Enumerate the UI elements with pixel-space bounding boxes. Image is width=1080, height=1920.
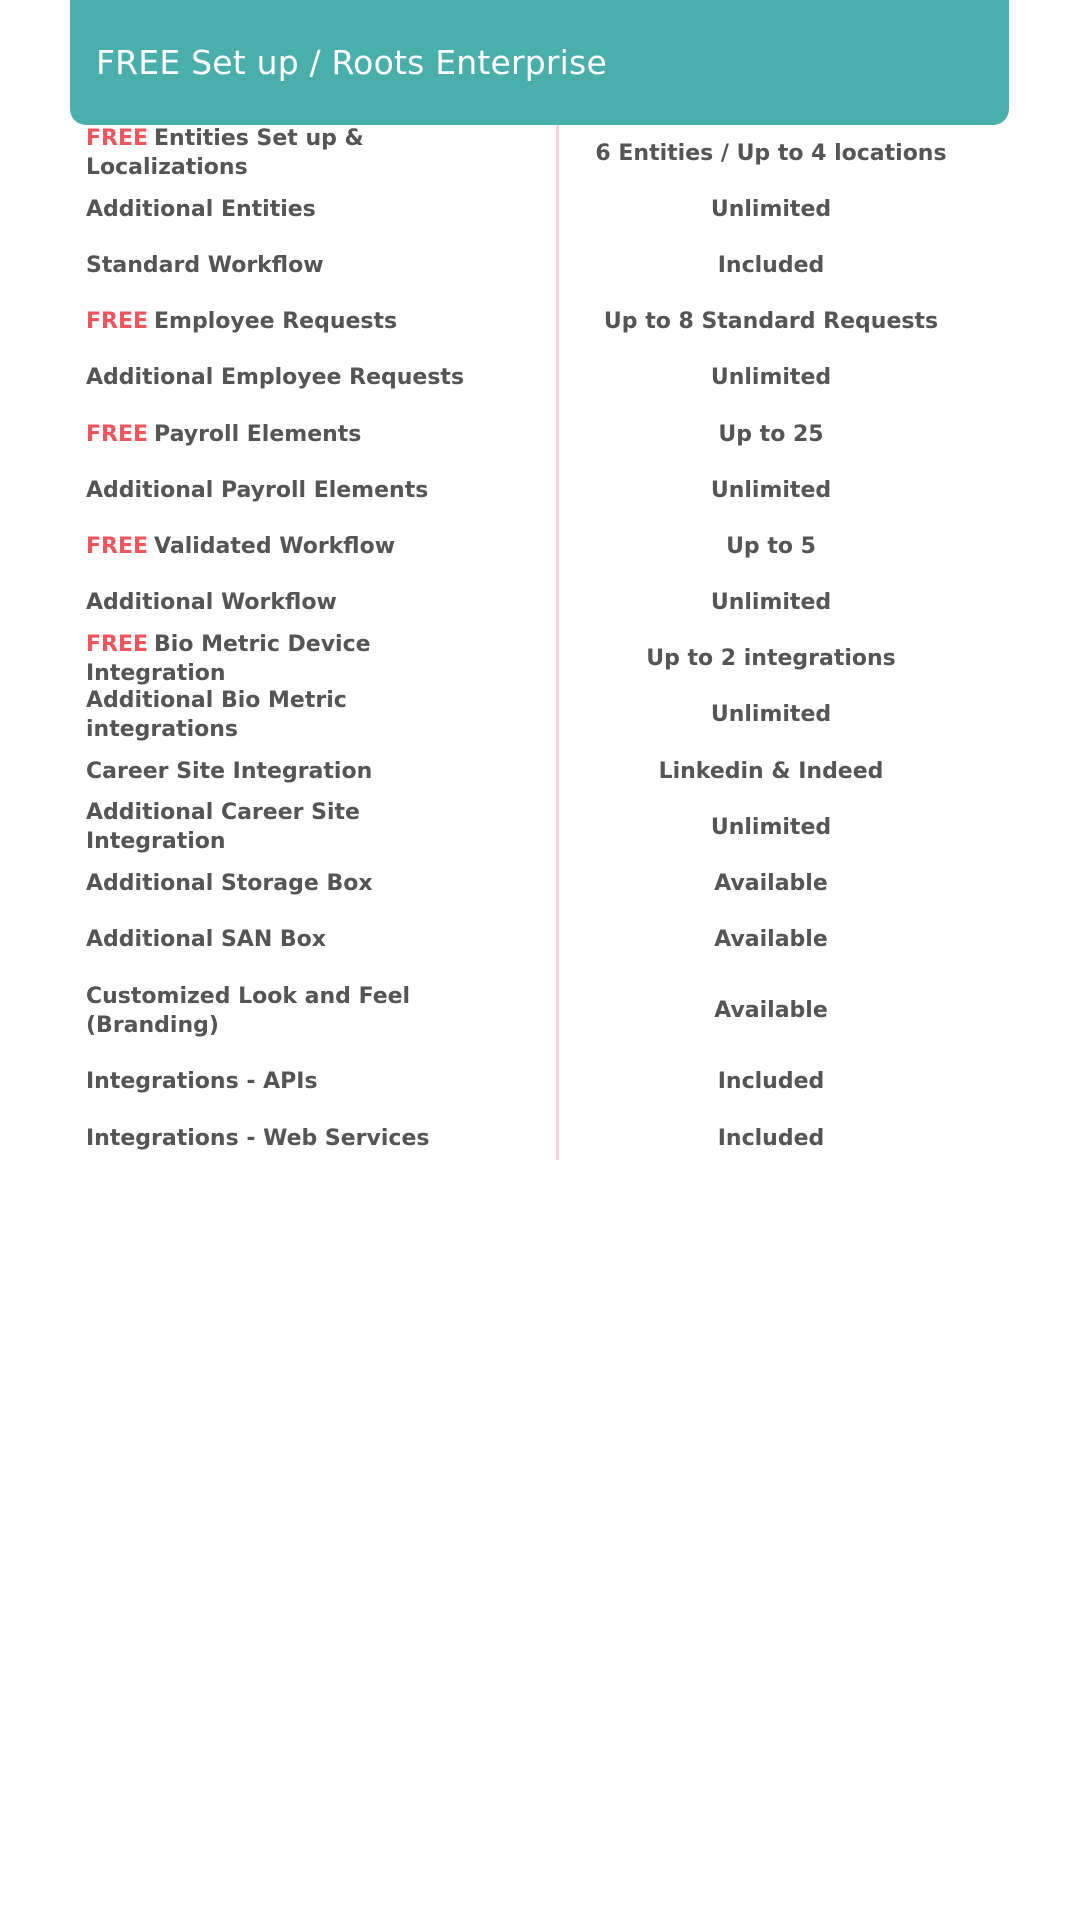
free-badge: FREE <box>86 631 149 657</box>
free-badge: FREE <box>86 421 149 447</box>
feature-name <box>70 476 492 505</box>
feature-value: Up to 2 integrations <box>646 646 896 672</box>
feature-name <box>70 588 492 617</box>
table-row <box>70 237 1009 293</box>
feature-label: Payroll Elements <box>154 421 362 447</box>
feature-value: Available <box>714 998 828 1024</box>
feature-value: Up to 25 <box>718 421 824 447</box>
feature-name <box>70 532 492 561</box>
feature-label: Additional Payroll Elements <box>86 477 429 503</box>
feature-name <box>70 925 492 954</box>
feature-label: Additional Storage Box <box>86 871 373 897</box>
table-row <box>70 1054 1009 1110</box>
header-banner <box>70 0 1009 125</box>
table-row <box>70 912 1009 968</box>
table-row <box>70 462 1009 518</box>
table-rows <box>70 125 1009 1166</box>
feature-name <box>70 869 492 898</box>
feature-label: Additional Career Site Integration <box>86 800 360 855</box>
feature-value: Included <box>717 1069 825 1095</box>
feature-label: Integrations - APIs <box>86 1069 318 1095</box>
feature-label: Bio Metric Device Integration <box>86 631 371 686</box>
feature-name <box>70 630 492 688</box>
table-row <box>70 743 1009 799</box>
table-row <box>70 125 1009 181</box>
free-badge: FREE <box>86 533 149 559</box>
table-row <box>70 350 1009 406</box>
feature-label: Additional Bio Metric integrations <box>86 687 347 742</box>
table-row <box>70 799 1009 855</box>
feature-value: Unlimited <box>710 590 832 616</box>
feature-value: Unlimited <box>710 702 832 728</box>
table-row <box>70 968 1009 1054</box>
page-title: FREE Set up / Roots Enterprise <box>96 43 607 82</box>
feature-value: Unlimited <box>710 196 832 222</box>
free-badge: FREE <box>86 309 149 335</box>
feature-value: Unlimited <box>710 814 832 840</box>
feature-name <box>70 251 492 280</box>
feature-name <box>70 363 492 392</box>
feature-value: Linkedin & Indeed <box>658 758 884 784</box>
feature-value: Unlimited <box>710 477 832 503</box>
feature-value: Available <box>714 927 828 953</box>
feature-label: Additional Entities <box>86 196 316 222</box>
feature-name <box>70 124 492 182</box>
feature-value: Unlimited <box>710 365 832 391</box>
feature-name <box>70 757 492 786</box>
table-row <box>70 518 1009 574</box>
feature-label: Validated Workflow <box>154 533 396 559</box>
table-row <box>70 181 1009 237</box>
feature-value: Up to 8 Standard Requests <box>603 309 939 335</box>
feature-name <box>70 798 492 856</box>
feature-name <box>70 307 492 336</box>
feature-label: Standard Workflow <box>86 252 324 278</box>
feature-name <box>70 195 492 224</box>
table-row <box>70 575 1009 631</box>
table-row <box>70 294 1009 350</box>
feature-value: Available <box>714 871 828 897</box>
feature-name <box>70 686 492 744</box>
table-row <box>70 631 1009 687</box>
feature-value: Up to 5 <box>726 533 816 559</box>
feature-label: Additional Employee Requests <box>86 365 465 391</box>
feature-label: Entities Set up & Localizations <box>86 126 364 181</box>
features-table <box>70 125 1009 1166</box>
feature-name <box>70 1124 492 1153</box>
table-row <box>70 687 1009 743</box>
table-row <box>70 406 1009 462</box>
table-row <box>70 1110 1009 1166</box>
feature-value: Included <box>717 252 825 278</box>
feature-name <box>70 420 492 449</box>
feature-name <box>70 982 492 1040</box>
feature-label: Additional Workflow <box>86 590 337 616</box>
table-row <box>70 855 1009 911</box>
free-badge: FREE <box>86 126 149 152</box>
feature-label: Integrations - Web Services <box>86 1125 430 1151</box>
feature-value: 6 Entities / Up to 4 locations <box>595 140 947 166</box>
feature-label: Employee Requests <box>154 309 398 335</box>
feature-label: Career Site Integration <box>86 758 373 784</box>
feature-name <box>70 1067 492 1096</box>
feature-value: Included <box>717 1125 825 1151</box>
feature-label: Additional SAN Box <box>86 927 326 953</box>
feature-label: Customized Look and Feel (Branding) <box>86 983 411 1038</box>
